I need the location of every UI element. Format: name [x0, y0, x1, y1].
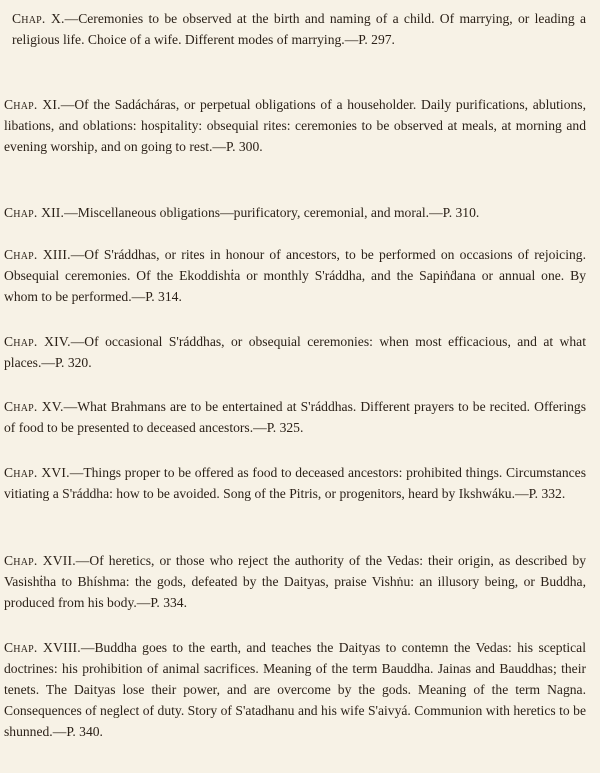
chapter-label: Chap. XI.: [4, 97, 61, 112]
chapter-summary: —Buddha goes to the earth, and teaches the Daityas to contemn the Vedas: his sceptical doctrines: his prohibition of animal sacrifices. Meaning of the term Bauddha. Jainas and Bauddhas; their tenets. The Daityas lose their power, and are overcome by the gods. Meaning of the term Nagna. Consequences of neglect of duty. Story of S'atadhanu and his wife S'aivyá. Communion with heretics to be shunned.: [4, 640, 586, 739]
chapter-entry-xvi: [4, 462, 586, 504]
page-reference: —P. 297.: [344, 32, 395, 47]
page-reference: —P. 300.: [212, 139, 263, 154]
page-reference: —P. 332.: [515, 486, 566, 501]
chapter-label: Chap. XVI.: [4, 465, 70, 480]
page-reference: —P. 320.: [41, 355, 92, 370]
chapter-summary: —Miscellaneous obligations—purificatory, ceremonial, and moral.: [64, 205, 430, 220]
chapter-label: Chap. XVII.: [4, 553, 76, 568]
chapter-entry-x: [12, 8, 586, 50]
chapter-summary: —Of S'ráddhas, or rites in honour of ancestors, to be performed on occasions of rejoicing. Obsequial ceremonies. Of the Ekoddishṫa or monthly S'ráddha, and the Sapiṅḋana or annual one. By whom to be performed.: [4, 247, 586, 304]
page-reference: —P. 340.: [52, 724, 103, 739]
page-reference: —P. 310.: [429, 205, 480, 220]
chapter-summary: —Ceremonies to be observed at the birth and naming of a child. Of marrying, or leading a religious life. Choice of a wife. Different modes of marrying.: [12, 11, 586, 47]
chapter-summary: —Of heretics, or those who reject the authority of the Vedas: their origin, as described by Vasishṫha to Bhíshma: the gods, defeated by the Daityas, praise Vishṅu: an illusory being, or Buddha, produced from his body.: [4, 553, 586, 610]
chapter-entry-xii: [4, 202, 586, 223]
page-reference: —P. 314.: [131, 289, 182, 304]
chapter-entry-xiii: [4, 244, 586, 307]
chapter-summary: —Things proper to be offered as food to deceased ancestors: prohibited things. Circumstances vitiating a S'ráddha: how to be avoided. Song of the Pitris, or progenitors, heard by Ikshwáku.: [4, 465, 586, 501]
chapter-label: Chap. X.: [12, 11, 65, 26]
chapter-entry-xvii: [4, 550, 586, 613]
chapter-entry-xviii: [4, 637, 586, 742]
page-reference: —P. 325.: [253, 420, 304, 435]
chapter-label: Chap. XV.: [4, 399, 64, 414]
chapter-summary: —Of the Sadácháras, or perpetual obligations of a householder. Daily purifications, ablutions, libations, and oblations: hospitality: obsequial rites: ceremonies to be observed at meals, at morning and evening worship, and on going to rest.: [4, 97, 586, 154]
chapter-label: Chap. XIV.: [4, 334, 71, 349]
chapter-entry-xiv: [4, 331, 586, 373]
chapter-summary: —What Brahmans are to be entertained at S'ráddhas. Different prayers to be recited. Offerings of food to be presented to deceased ancestors.: [4, 399, 586, 435]
chapter-entry-xv: [4, 396, 586, 438]
chapter-label: Chap. XVIII.: [4, 640, 81, 655]
chapter-entry-xi: [4, 94, 586, 157]
chapter-summary: —Of occasional S'ráddhas, or obsequial ceremonies: when most efficacious, and at what places.: [4, 334, 586, 370]
page-reference: —P. 334.: [136, 595, 187, 610]
chapter-label: Chap. XII.: [4, 205, 65, 220]
chapter-label: Chap. XIII.: [4, 247, 71, 262]
